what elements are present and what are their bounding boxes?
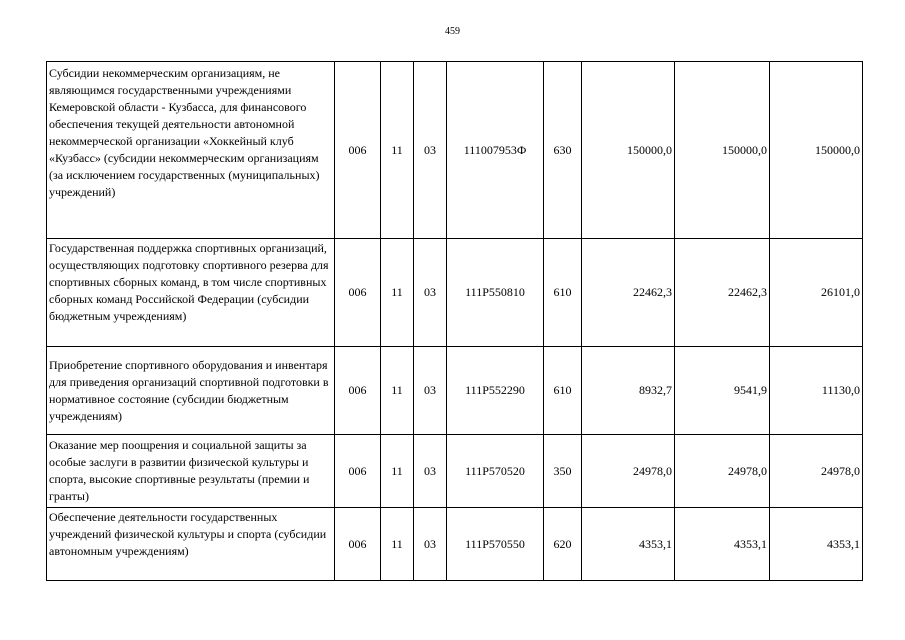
ministry-code: 006 (335, 239, 381, 347)
target-item-code: 111Р570520 (447, 435, 544, 508)
target-item-code: 111Р550810 (447, 239, 544, 347)
amount-year-1: 24978,0 (582, 435, 675, 508)
subsection-code: 03 (414, 62, 447, 239)
amount-year-3: 24978,0 (770, 435, 863, 508)
table-row (47, 508, 863, 581)
target-item-code: 111007953Ф (447, 62, 544, 239)
table-row (47, 435, 863, 508)
amount-year-2: 24978,0 (675, 435, 770, 508)
amount-year-3: 26101,0 (770, 239, 863, 347)
target-item-code: 111Р570550 (447, 508, 544, 581)
expense-type-code: 630 (544, 62, 582, 239)
subsection-code: 03 (414, 508, 447, 581)
amount-year-3: 11130,0 (770, 347, 863, 435)
subsection-code: 03 (414, 435, 447, 508)
expense-type-code: 350 (544, 435, 582, 508)
expense-type-code: 610 (544, 239, 582, 347)
ministry-code: 006 (335, 508, 381, 581)
ministry-code: 006 (335, 62, 381, 239)
row-description: Оказание мер поощрения и социальной защиты за особые заслуги в развитии физической культуры и спорта, высокие спортивные результаты (премии и гранты) (47, 435, 335, 508)
row-description: Приобретение спортивного оборудования и инвентаря для приведения организаций спортивной подготовки в нормативное состояние (субсидии бюджетным учреждениям) (47, 347, 335, 435)
section-code: 11 (381, 239, 414, 347)
amount-year-1: 8932,7 (582, 347, 675, 435)
target-item-code: 111Р552290 (447, 347, 544, 435)
amount-year-1: 4353,1 (582, 508, 675, 581)
section-code: 11 (381, 435, 414, 508)
row-description: Государственная поддержка спортивных организаций, осуществляющих подготовку спортивного резерва для спортивных сборных команд, в том числе спортивных сборных команд Российской Федерации (субсидии бюджетным учреждениям) (47, 239, 335, 347)
amount-year-1: 22462,3 (582, 239, 675, 347)
ministry-code: 006 (335, 435, 381, 508)
ministry-code: 006 (335, 347, 381, 435)
row-description: Субсидии некоммерческим организациям, не являющимся государственными учреждениями Кемеровской области - Кузбасса, для финансового обеспечения текущей деятельности автономной некоммерческой организации «Хоккейный клуб «Кузбасс» (субсидии некоммерческим организациям (за исключением государственных (муниципальных) учреждений) (47, 62, 335, 239)
section-code: 11 (381, 62, 414, 239)
table-row (47, 347, 863, 435)
amount-year-2: 22462,3 (675, 239, 770, 347)
amount-year-1: 150000,0 (582, 62, 675, 239)
expense-type-code: 610 (544, 347, 582, 435)
amount-year-3: 4353,1 (770, 508, 863, 581)
amount-year-2: 150000,0 (675, 62, 770, 239)
subsection-code: 03 (414, 347, 447, 435)
subsection-code: 03 (414, 239, 447, 347)
amount-year-2: 9541,9 (675, 347, 770, 435)
budget-table (46, 61, 863, 581)
section-code: 11 (381, 347, 414, 435)
amount-year-3: 150000,0 (770, 62, 863, 239)
page-number: 459 (445, 26, 460, 37)
expense-type-code: 620 (544, 508, 582, 581)
amount-year-2: 4353,1 (675, 508, 770, 581)
row-description: Обеспечение деятельности государственных учреждений физической культуры и спорта (субсидии автономным учреждениям) (47, 508, 335, 581)
table-row (47, 239, 863, 347)
table-row (47, 62, 863, 239)
section-code: 11 (381, 508, 414, 581)
